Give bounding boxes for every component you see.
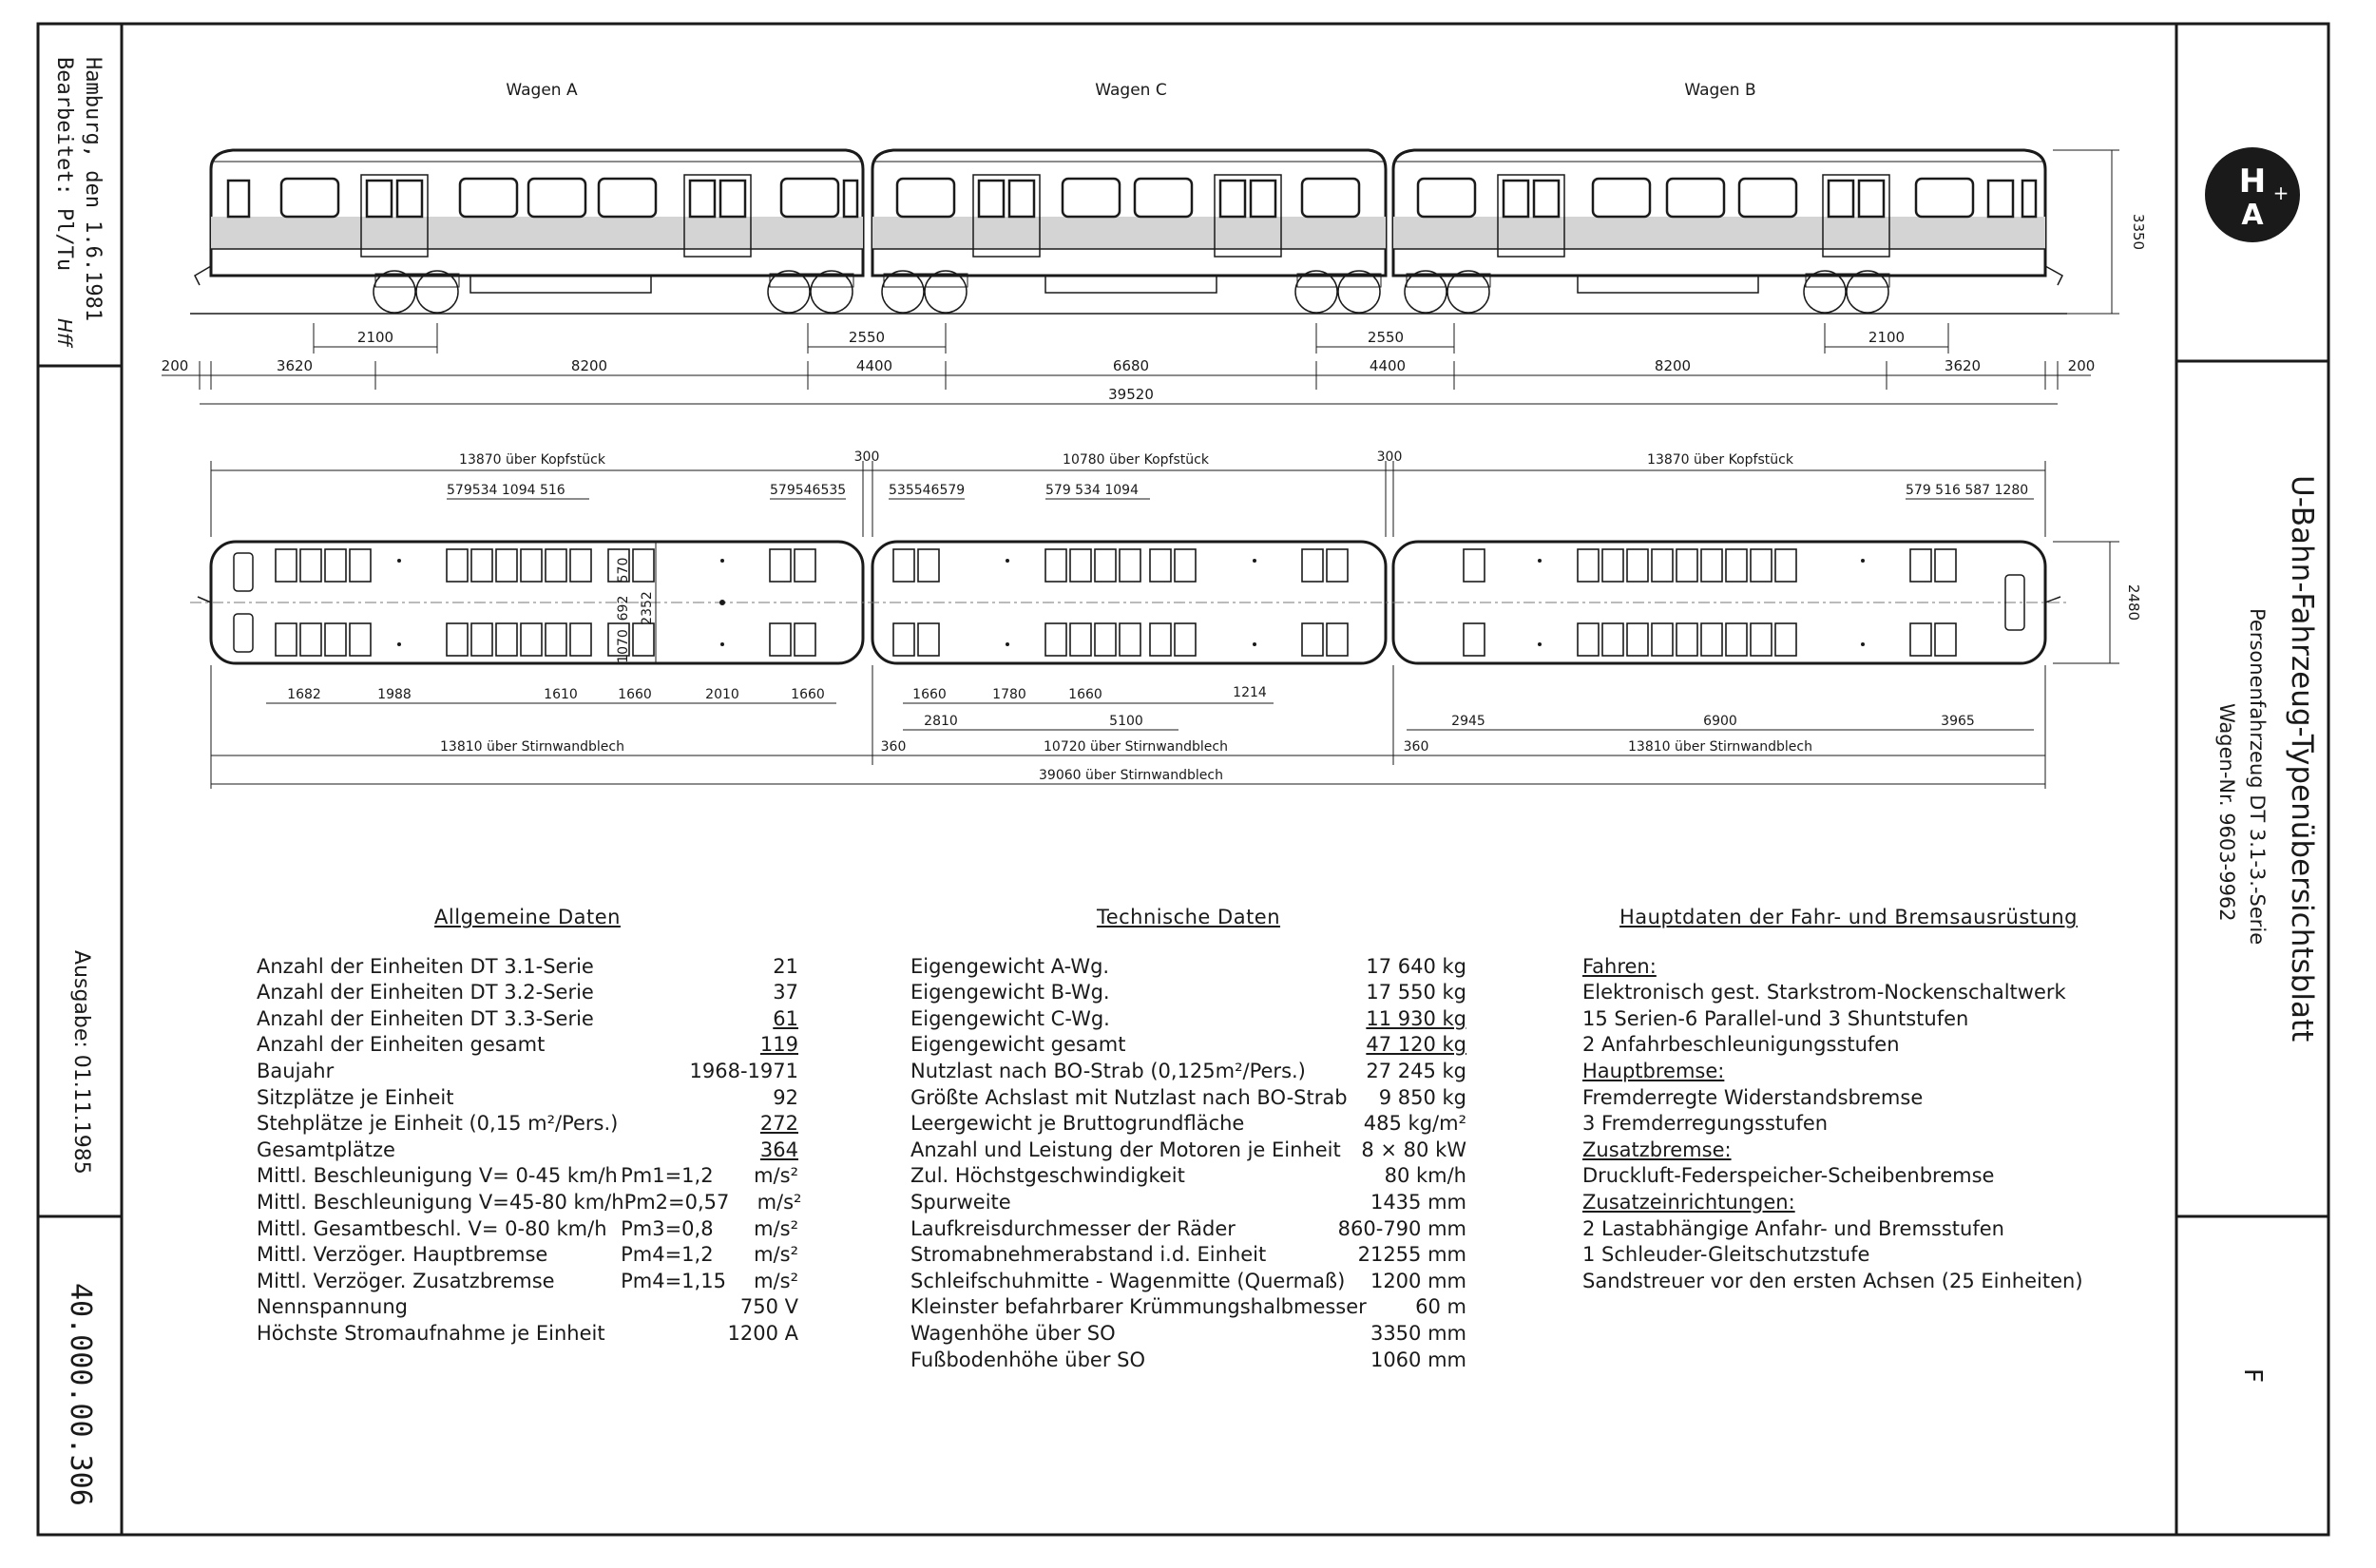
plan-sub-c2: 579 534 1094 (1045, 483, 1139, 498)
allgemeine-row (257, 1216, 798, 1243)
label-wagen-c: Wagen C (1095, 81, 1167, 100)
allgemeine-value: 119 (759, 1033, 798, 1057)
plan-bot-c-1780: 1780 (992, 687, 1026, 702)
allgemeine-row (257, 954, 798, 981)
allgemeine-value-group (621, 1242, 798, 1269)
dim-2100-a: 2100 (356, 329, 394, 346)
document-number: 40.000.00.306 (64, 1283, 97, 1506)
allgemeine-label: Anzahl der Einheiten DT 3.3-Serie (257, 1006, 594, 1030)
dim-2550-2: 2550 (1367, 329, 1405, 346)
allgemeine-row (257, 1190, 802, 1216)
allgemeine-value: 750 V (739, 1295, 798, 1319)
label-wagen-b: Wagen B (1684, 81, 1756, 100)
technische-row (910, 1242, 1466, 1269)
allgemeine-row (257, 1138, 798, 1164)
allgemeine-value-group (773, 1085, 798, 1112)
edited-by: Bearbeitet: Pl/Tu (52, 57, 76, 272)
technische-row (910, 1269, 1466, 1295)
technische-label: Kleinster befahrbarer Krümmungshalbmesser (910, 1295, 1367, 1319)
allgemeine-value: m/s² (757, 1190, 802, 1214)
edition-date: Ausgabe: 01.11.1985 (69, 950, 93, 1175)
allgemeine-label: Anzahl der Einheiten DT 3.1-Serie (257, 954, 594, 978)
allgemeine-value-group (773, 954, 798, 981)
hauptdaten-line: Elektronisch gest. Starkstrom-Nockenschaltwerk (1582, 981, 2066, 1004)
side-wagon-b (1393, 150, 2062, 313)
technische-value: 80 km/h (1384, 1164, 1466, 1188)
allgemeine-row (257, 1032, 798, 1059)
plan-dim-692: 692 (616, 595, 631, 621)
side-wagon-a (195, 150, 863, 313)
technische-value: 1060 mm (1370, 1348, 1466, 1371)
plan-dim-2480: 2480 (2125, 583, 2142, 621)
technische-value: 17 550 kg (1366, 981, 1466, 1004)
allgemeine-value: 21 (773, 954, 798, 978)
allgemeine-row (257, 1163, 798, 1190)
allgemeine-label: Mittl. Verzöger. Zusatzbremse (257, 1269, 555, 1292)
technische-row (910, 1032, 1466, 1059)
technische-row (910, 954, 1466, 981)
plan-stirn-total: 39060 über Stirnwandblech (1039, 768, 1223, 783)
allgemeine-label: Höchste Stromaufnahme je Einheit (257, 1321, 605, 1345)
technische-row (910, 1348, 1466, 1374)
hauptdaten-line: Fremderregte Widerstandsbremse (1582, 1085, 1924, 1109)
allgemeine-row (257, 1059, 798, 1085)
allgemeine-value-group (773, 980, 798, 1006)
allgemeine-row (257, 980, 798, 1006)
plan-dim-570: 570 (616, 557, 631, 583)
allgemeine-mid: Pm4=1,15 (621, 1269, 726, 1292)
technische-row (910, 1294, 1466, 1321)
place-date: Hamburg, den 1.6.1981 (81, 57, 105, 322)
technische-label: Leergewicht je Bruttogrundfläche (910, 1112, 1245, 1136)
hauptdaten-line: Sandstreuer vor den ersten Achsen (25 Einheiten) (1582, 1269, 2083, 1292)
allgemeine-value-group (690, 1059, 798, 1085)
technische-row (910, 980, 1466, 1006)
allgemeine-label: Mittl. Beschleunigung V=45-80 km/h (257, 1190, 624, 1214)
hauptdaten-line: 3 Fremderregungsstufen (1582, 1112, 1829, 1136)
allgemeine-value: m/s² (754, 1269, 798, 1292)
plan-dim-2352: 2352 (640, 591, 655, 625)
allgemeine-label: Nennspannung (257, 1295, 408, 1319)
technische-value: 60 m (1415, 1295, 1466, 1319)
allgemeine-value-group (740, 1294, 798, 1321)
plan-bot-c-1214: 1214 (1233, 685, 1267, 700)
allgemeine-value-group (621, 1163, 798, 1190)
technische-value: 8 × 80 kW (1361, 1138, 1466, 1161)
technische-label: Eigengewicht C-Wg. (910, 1006, 1110, 1030)
svg-text:H: H (2238, 163, 2267, 201)
dim-4400-right: 4400 (1369, 357, 1407, 374)
technische-value: 3350 mm (1370, 1321, 1466, 1345)
allgemeine-value: 272 (759, 1112, 798, 1136)
allgemeine-value: m/s² (754, 1243, 798, 1267)
allgemeine-value-group (621, 1269, 798, 1295)
side-view (162, 81, 2147, 404)
technische-label: Schleifschuhmitte - Wagenmitte (Quermaß) (910, 1269, 1346, 1292)
allgemeine-row (257, 1321, 798, 1348)
dim-8200-left: 8200 (570, 357, 608, 374)
hauptdaten-line: 1 Schleuder-Gleitschutzstufe (1582, 1243, 1870, 1267)
plan-top-c: 10780 über Kopfstück (1063, 452, 1209, 468)
allgemeine-label: Stehplätze je Einheit (0,15 m²/Pers.) (257, 1112, 619, 1136)
hauptdaten-line: Zusatzbremse: (1582, 1138, 1732, 1161)
technische-row (910, 1006, 1466, 1033)
sheet-title: U-Bahn-Fahrzeug-Typenübersichtsblatt (2285, 475, 2319, 1042)
allgemeine-mid: Pm1=1,2 (621, 1164, 714, 1188)
allgemeine-heading: Allgemeine Daten (434, 906, 621, 928)
sheet-subtitle: Personenfahrzeug DT 3.1-3.-Serie (2246, 608, 2269, 946)
plan-bot-c-1660b: 1660 (1068, 687, 1102, 702)
svg-text:+: + (2272, 182, 2290, 204)
technische-value: 860-790 mm (1337, 1216, 1466, 1240)
technische-label: Nutzlast nach BO-Strab (0,125m²/Pers.) (910, 1059, 1306, 1082)
plan-bot-a-1660b: 1660 (791, 687, 825, 702)
technische-value: 27 245 kg (1366, 1059, 1466, 1082)
dim-6680: 6680 (1112, 357, 1150, 374)
technische-row (910, 1216, 1466, 1243)
allgemeine-row (257, 1085, 798, 1112)
allgemeine-label: Baujahr (257, 1059, 335, 1082)
technische-row (910, 1138, 1466, 1164)
hauptdaten-line: Hauptbremse: (1582, 1059, 1725, 1082)
plan-stirn-a: 13810 über Stirnwandblech (440, 739, 624, 755)
technische-row (910, 1111, 1466, 1138)
dim-4400-left: 4400 (855, 357, 893, 374)
allgemeine-value: m/s² (754, 1164, 798, 1188)
plan-bot-c-5100: 5100 (1109, 714, 1143, 729)
plan-bot-c-1660: 1660 (912, 687, 947, 702)
hauptdaten-line: Fahren: (1582, 954, 1657, 978)
allgemeine-value-group (728, 1321, 798, 1348)
allgemeine-row (257, 1111, 798, 1138)
dim-200-right: 200 (2067, 357, 2096, 374)
plan-sub-a2: 579546535 (770, 483, 847, 498)
plan-sub-a1: 579534 1094 516 (447, 483, 565, 498)
allgemeine-value-group (624, 1190, 802, 1216)
sheet-letter: F (2238, 1368, 2267, 1383)
technische-row (910, 1190, 1466, 1216)
allgemeine-value: 37 (773, 981, 798, 1004)
plan-bot-a-1610: 1610 (544, 687, 578, 702)
allgemeine-value: 364 (759, 1138, 798, 1161)
plan-gap-2: 300 (1376, 449, 1403, 465)
plan-gap-1: 300 (853, 449, 880, 465)
hha-logo (2205, 147, 2300, 242)
technische-label: Fußbodenhöhe über SO (910, 1348, 1145, 1371)
technische-label: Eigengewicht B-Wg. (910, 981, 1110, 1004)
technische-label: Anzahl und Leistung der Motoren je Einheit (910, 1138, 1341, 1161)
dim-total-39520: 39520 (1108, 386, 1154, 403)
allgemeine-value-group (621, 1216, 798, 1243)
dim-8200-right: 8200 (1654, 357, 1692, 374)
technische-row (910, 1163, 1466, 1190)
plan-view (190, 449, 2142, 789)
allgemeine-value: 61 (773, 1006, 798, 1030)
hauptdaten-line: 2 Lastabhängige Anfahr- und Bremsstufen (1582, 1216, 2004, 1240)
allgemeine-value: 1968-1971 (689, 1059, 798, 1082)
technische-row (910, 1085, 1466, 1112)
technische-label: Wagenhöhe über SO (910, 1321, 1116, 1345)
allgemeine-row (257, 1269, 798, 1295)
allgemeine-value-group (773, 1006, 798, 1033)
wagon-numbers: Wagen-Nr. 9603-9962 (2215, 703, 2238, 922)
technische-value: 21255 mm (1357, 1243, 1466, 1267)
hauptdaten-line: 15 Serien-6 Parallel-und 3 Shuntstufen (1582, 1006, 1969, 1030)
dim-3620-left: 3620 (276, 357, 314, 374)
label-wagen-a: Wagen A (506, 81, 578, 100)
allgemeine-label: Mittl. Verzöger. Hauptbremse (257, 1243, 548, 1267)
plan-bot-a-1660: 1660 (618, 687, 652, 702)
allgemeine-value-group (760, 1138, 798, 1164)
allgemeine-label: Mittl. Gesamtbeschl. V= 0-80 km/h (257, 1216, 607, 1240)
technische-heading: Technische Daten (1096, 906, 1281, 928)
allgemeine-mid: Pm2=0,57 (623, 1190, 730, 1214)
allgemeine-label: Anzahl der Einheiten gesamt (257, 1033, 546, 1057)
allgemeine-value: 1200 A (727, 1321, 798, 1345)
plan-dim-1070: 1070 (616, 629, 631, 663)
allgemeine-label: Anzahl der Einheiten DT 3.2-Serie (257, 981, 594, 1004)
hauptdaten-line: 2 Anfahrbeschleunigungsstufen (1582, 1033, 1900, 1057)
side-wagon-c (872, 150, 1386, 313)
dim-2100-b: 2100 (1868, 329, 1906, 346)
technische-label: Spurweite (910, 1190, 1011, 1214)
technische-label: Stromabnehmerabstand i.d. Einheit (910, 1243, 1267, 1267)
plan-bot-c-2810: 2810 (924, 714, 958, 729)
hauptdaten-line: Zusatzeinrichtungen: (1582, 1190, 1795, 1214)
allgemeine-label: Mittl. Beschleunigung V= 0-45 km/h (257, 1164, 618, 1188)
technische-label: Eigengewicht gesamt (910, 1033, 1126, 1057)
technische-label: Zul. Höchstgeschwindigkeit (910, 1164, 1185, 1188)
technische-value: 47 120 kg (1366, 1033, 1466, 1057)
allgemeine-label: Sitzplätze je Einheit (257, 1085, 454, 1109)
hauptdaten-table (1582, 905, 2115, 1294)
plan-bot-b-6900: 6900 (1703, 714, 1737, 729)
hauptdaten-line: Druckluft-Federspeicher-Scheibenbremse (1582, 1164, 1995, 1188)
allgemeine-value-group (760, 1032, 798, 1059)
dim-2550-1: 2550 (848, 329, 886, 346)
allgemeine-value-group (760, 1111, 798, 1138)
plan-stirn-c: 10720 über Stirnwandblech (1044, 739, 1228, 755)
allgemeine-row (257, 1242, 798, 1269)
plan-bot-a-1682: 1682 (287, 687, 321, 702)
technische-daten-table (910, 905, 1466, 1373)
plan-sub-c1: 535546579 (889, 483, 966, 498)
allgemeine-daten-table (257, 905, 802, 1348)
allgemeine-mid: Pm3=0,8 (621, 1216, 714, 1240)
plan-top-b: 13870 über Kopfstück (1647, 452, 1793, 468)
technische-value: 1200 mm (1370, 1269, 1466, 1292)
signature: Hff (53, 318, 76, 347)
technische-label: Laufkreisdurchmesser der Räder (910, 1216, 1236, 1240)
plan-bot-a-2010: 2010 (705, 687, 739, 702)
technische-value: 11 930 kg (1366, 1006, 1466, 1030)
plan-sub-b: 579 516 587 1280 (1906, 483, 2029, 498)
dim-200-left: 200 (161, 357, 189, 374)
plan-bot-b-2945: 2945 (1451, 714, 1485, 729)
dim-3620-right: 3620 (1944, 357, 1982, 374)
allgemeine-value: m/s² (754, 1216, 798, 1240)
svg-text:A: A (2241, 199, 2264, 232)
technische-value: 17 640 kg (1366, 954, 1466, 978)
allgemeine-label: Gesamtplätze (257, 1138, 395, 1161)
dim-height-3350: 3350 (2130, 213, 2147, 251)
technische-value: 1435 mm (1370, 1190, 1466, 1214)
allgemeine-row (257, 1006, 798, 1033)
allgemeine-mid: Pm4=1,2 (621, 1243, 714, 1267)
plan-stirn-b-gap: 360 (1403, 739, 1429, 755)
plan-stirn-c-gap: 360 (880, 739, 907, 755)
technische-value: 485 kg/m² (1363, 1112, 1466, 1136)
technische-label: Eigengewicht A-Wg. (910, 954, 1110, 978)
plan-bot-a-1988: 1988 (377, 687, 412, 702)
technische-row (910, 1059, 1466, 1085)
allgemeine-value: 92 (773, 1085, 798, 1109)
plan-bot-b-3965: 3965 (1941, 714, 1975, 729)
hauptdaten-heading: Hauptdaten der Fahr- und Bremsausrüstung (1619, 906, 2078, 928)
allgemeine-row (257, 1294, 798, 1321)
technische-row (910, 1321, 1466, 1348)
plan-top-a: 13870 über Kopfstück (459, 452, 605, 468)
technische-value: 9 850 kg (1378, 1085, 1466, 1109)
plan-stirn-b: 13810 über Stirnwandblech (1628, 739, 1812, 755)
technische-label: Größte Achslast mit Nutzlast nach BO-Strab (910, 1085, 1348, 1109)
